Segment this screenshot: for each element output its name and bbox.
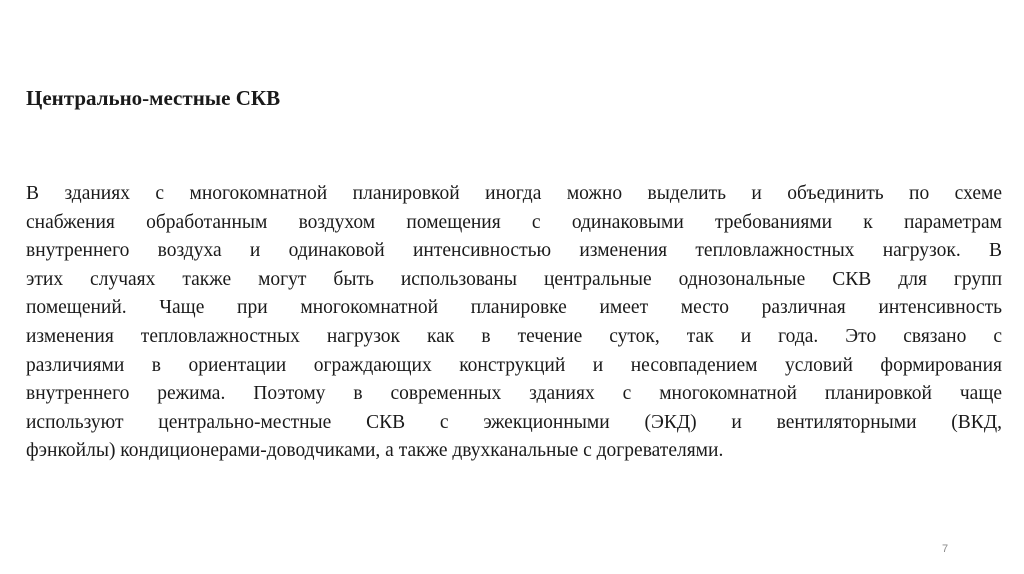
body-paragraph	[26, 180, 1002, 466]
body-line: изменения тепловлажностных нагрузок как в течение суток, так и года. Это связано с	[26, 325, 1002, 347]
body-line: различиями в ориентации ограждающих конструкций и несовпадением условий формирования	[26, 354, 1002, 376]
body-line: используют центрально-местные СКВ с эжекционными (ЭКД) и вентиляторными (ВКД,	[26, 411, 1002, 433]
body-line: внутреннего воздуха и одинаковой интенсивностью изменения тепловлажностных нагрузок. В	[26, 240, 1002, 262]
body-line: этих случаях также могут быть использованы центральные однозональные СКВ для групп	[26, 268, 1002, 290]
slide-title: Центрально-местные СКВ	[26, 86, 281, 110]
body-line: внутреннего режима. Поэтому в современных зданиях с многокомнатной планировкой чаще	[26, 383, 1002, 405]
body-line: помещений. Чаще при многокомнатной планировке имеет место различная интенсивность	[26, 297, 1002, 319]
body-line: фэнкойлы) кондиционерами-доводчиками, а также двухканальные с догревателями.	[26, 440, 724, 462]
body-line: В зданиях с многокомнатной планировкой иногда можно выделить и объединить по схеме	[26, 183, 1002, 204]
body-line: снабжения обработанным воздухом помещения с одинаковыми требованиями к параметрам	[26, 211, 1002, 233]
page-number: 7	[941, 543, 949, 555]
